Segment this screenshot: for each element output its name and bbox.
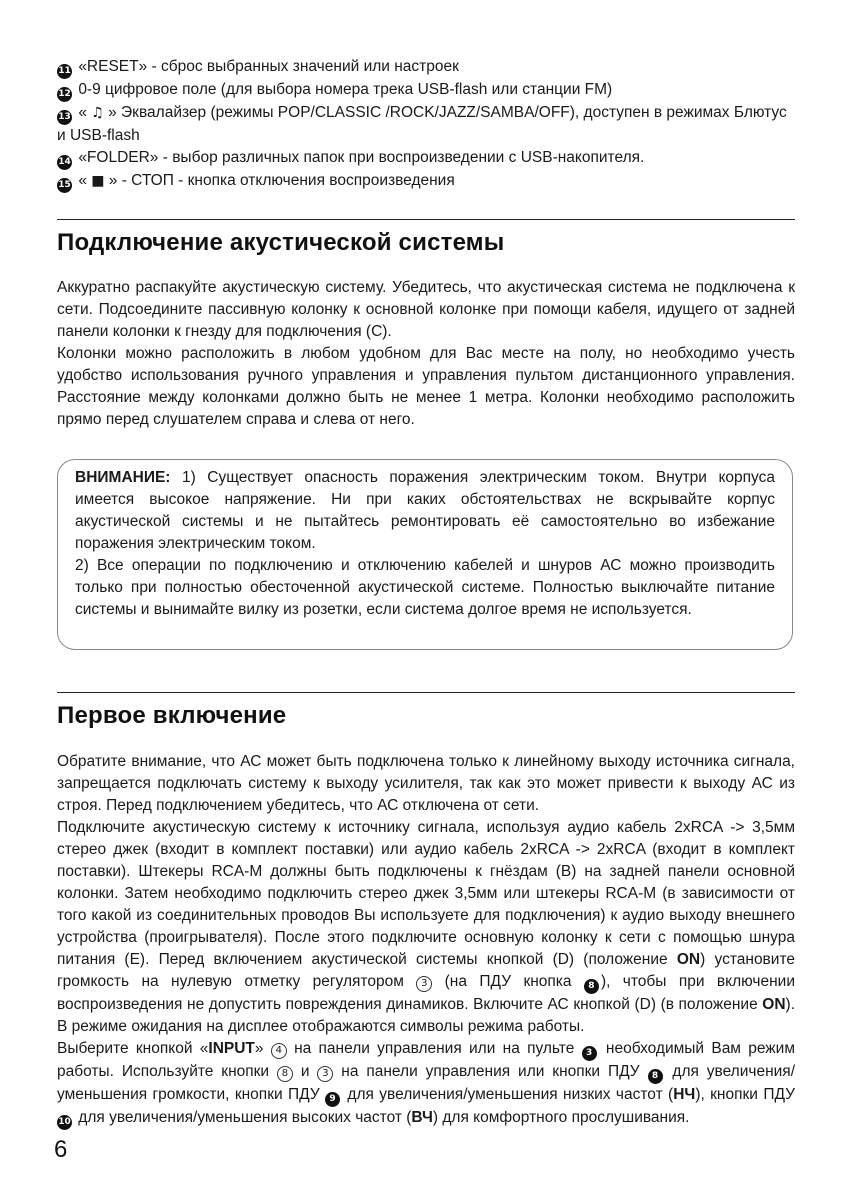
warning-text: 1) Существует опасность поражения электрическим током. Внутри корпуса имеется высокое напряжение. Ни при каких обстоятельствах не вскрывайте корпус акустической системы и не пытайтесь ремонтировать её самостоятельно во избежание поражения электрическим током. (75, 469, 775, 552)
text-run: необходимый Вам режим работы. Используйте кнопки (57, 1040, 795, 1080)
section-title-first-power-on: Первое включение (57, 702, 287, 729)
section-divider (57, 219, 795, 220)
text-run: ), чтобы при включении воспроизведения не допустить повреждения динамиков. Включите АС кнопкой (D) (в положение (57, 973, 795, 1013)
high-freq-label: ВЧ (411, 1109, 433, 1126)
list-item (57, 79, 797, 102)
paragraph: Колонки можно расположить в любом удобном для Вас месте на полу, но необходимо учесть удобство использования ручного управления и управления пультом дистанционного управления. Расстояние между колонками должно быть не менее 1 метра. Колонки необходимо расположить прямо перед слушателем справа и слева от него. (57, 345, 795, 428)
warning-label: ВНИМАНИЕ: (75, 469, 171, 486)
list-item-text: 0-9 цифровое поле (для выбора номера трека USB-flash или станции FM) (78, 81, 613, 98)
list-item-text: «FOLDER» - выбор различных папок при воспроизведении с USB-накопителя. (78, 149, 645, 166)
list-item-text: » Эквалайзер (режимы POP/CLASSIC /ROCK/JAZZ/SAMBA/OFF), доступен в режимах Блютус и USB-flash (57, 104, 787, 144)
page-number: 6 (54, 1136, 68, 1163)
number-badge: 11 (57, 64, 72, 79)
text-run: на панели управления или кнопки ПДУ (333, 1063, 648, 1080)
list-item (57, 56, 797, 79)
circled-number: 8 (277, 1066, 293, 1082)
low-freq-label: НЧ (673, 1086, 696, 1103)
paragraph: Обратите внимание, что АС может быть подключена только к линейному выходу источника сигнала, запрещается подключать систему к выходу усилителя, так как это может привести к выходу АС из строя. Перед подключением убедитесь, что АС отключена от сети. (57, 753, 795, 814)
on-label: ON (676, 951, 701, 968)
number-badge: 10 (57, 1115, 72, 1130)
warning-paragraph: 2) Все операции по подключению и отключению кабелей и шнуров АС можно производить только при полностью обесточенной акустической системе. Полностью выключайте питание системы и вынимайте вилку из розетки, если система долгое время не используется. (75, 557, 775, 618)
stop-square-icon: ■ (91, 173, 105, 189)
text-run: на панели управления или на пульте (286, 1040, 582, 1057)
text-run: (на ПДУ кнопка (432, 973, 584, 990)
first-power-on-text (57, 751, 795, 1130)
on-label: ON (762, 996, 786, 1013)
list-item-prefix: « (78, 104, 92, 121)
text-run: ), кнопки ПДУ (695, 1086, 795, 1103)
warning-box (57, 459, 793, 650)
list-item (57, 170, 797, 193)
number-badge: 3 (582, 1046, 597, 1061)
text-run: ). В режиме ожидания на дисплее отображаются символы режима работы. (57, 996, 795, 1035)
text-run: и (292, 1063, 318, 1080)
list-item-text: «RESET» - сброс выбранных значений или настроек (78, 58, 459, 75)
input-label: INPUT (208, 1040, 255, 1057)
list-item-prefix: « (78, 172, 92, 189)
button-legend-list (57, 56, 797, 193)
circled-number: 3 (416, 976, 432, 992)
number-badge: 15 (57, 178, 72, 193)
paragraph (57, 817, 795, 1038)
warning-paragraph (75, 467, 775, 555)
number-badge: 14 (57, 155, 72, 170)
text-run: » (254, 1040, 271, 1057)
text-run: ) для комфортного прослушивания. (432, 1109, 690, 1126)
section-divider (57, 692, 795, 693)
section-title-connection: Подключение акустической системы (57, 229, 505, 256)
text-run: для увеличения/уменьшения высоких частот ( (74, 1109, 412, 1126)
connection-text (57, 277, 795, 431)
music-note-icon: ♫ (91, 105, 104, 121)
paragraph: Аккуратно распакуйте акустическую систему. Убедитесь, что акустическая система не подключена к сети. Подсоедините пассивную колонку к основной колонке при помощи кабеля, идущего от задней панели колонки к гнезду для подключения (С). (57, 279, 795, 340)
number-badge: 8 (648, 1069, 663, 1084)
number-badge: 13 (57, 110, 72, 125)
text-run: для увеличения/уменьшения громкости, кнопки ПДУ (57, 1063, 795, 1103)
text-run: ) установите громкость на нулевую отметку регулятором (57, 951, 795, 990)
list-item (57, 147, 797, 170)
text-run: Подключите акустическую систему к источнику сигнала, используя аудио кабель 2хRCA -> 3,5мм стерео джек (входит в комплект поставки) или аудио кабель 2хRCA -> 2хRCA (входит в комплект поставки). Штекеры RCA-M должны быть подключены к гнёздам (В) на задней панели основной колонки. Затем необходимо подключить стерео джек 3,5мм или штекеры RCA-M (в зависимости от того какой из соединительных проводов Вы используете для подключения) к аудио выходу внешнего устройства (проигрывателя). После этого подключите основную колонку к сети с помощью шнура питания (E). Перед включением акустической системы кнопкой (D) (положение (57, 819, 795, 968)
list-item-text: » - СТОП - кнопка отключения воспроизведения (104, 172, 455, 189)
number-badge: 9 (325, 1092, 340, 1107)
circled-number: 4 (271, 1043, 287, 1059)
list-item (57, 102, 797, 147)
paragraph (57, 1038, 795, 1130)
circled-number: 3 (317, 1066, 333, 1082)
text-run: Выберите кнопкой « (57, 1040, 209, 1057)
text-run: для увеличения/уменьшения низких частот ( (342, 1086, 674, 1103)
number-badge: 12 (57, 87, 72, 102)
number-badge: 8 (584, 979, 599, 994)
